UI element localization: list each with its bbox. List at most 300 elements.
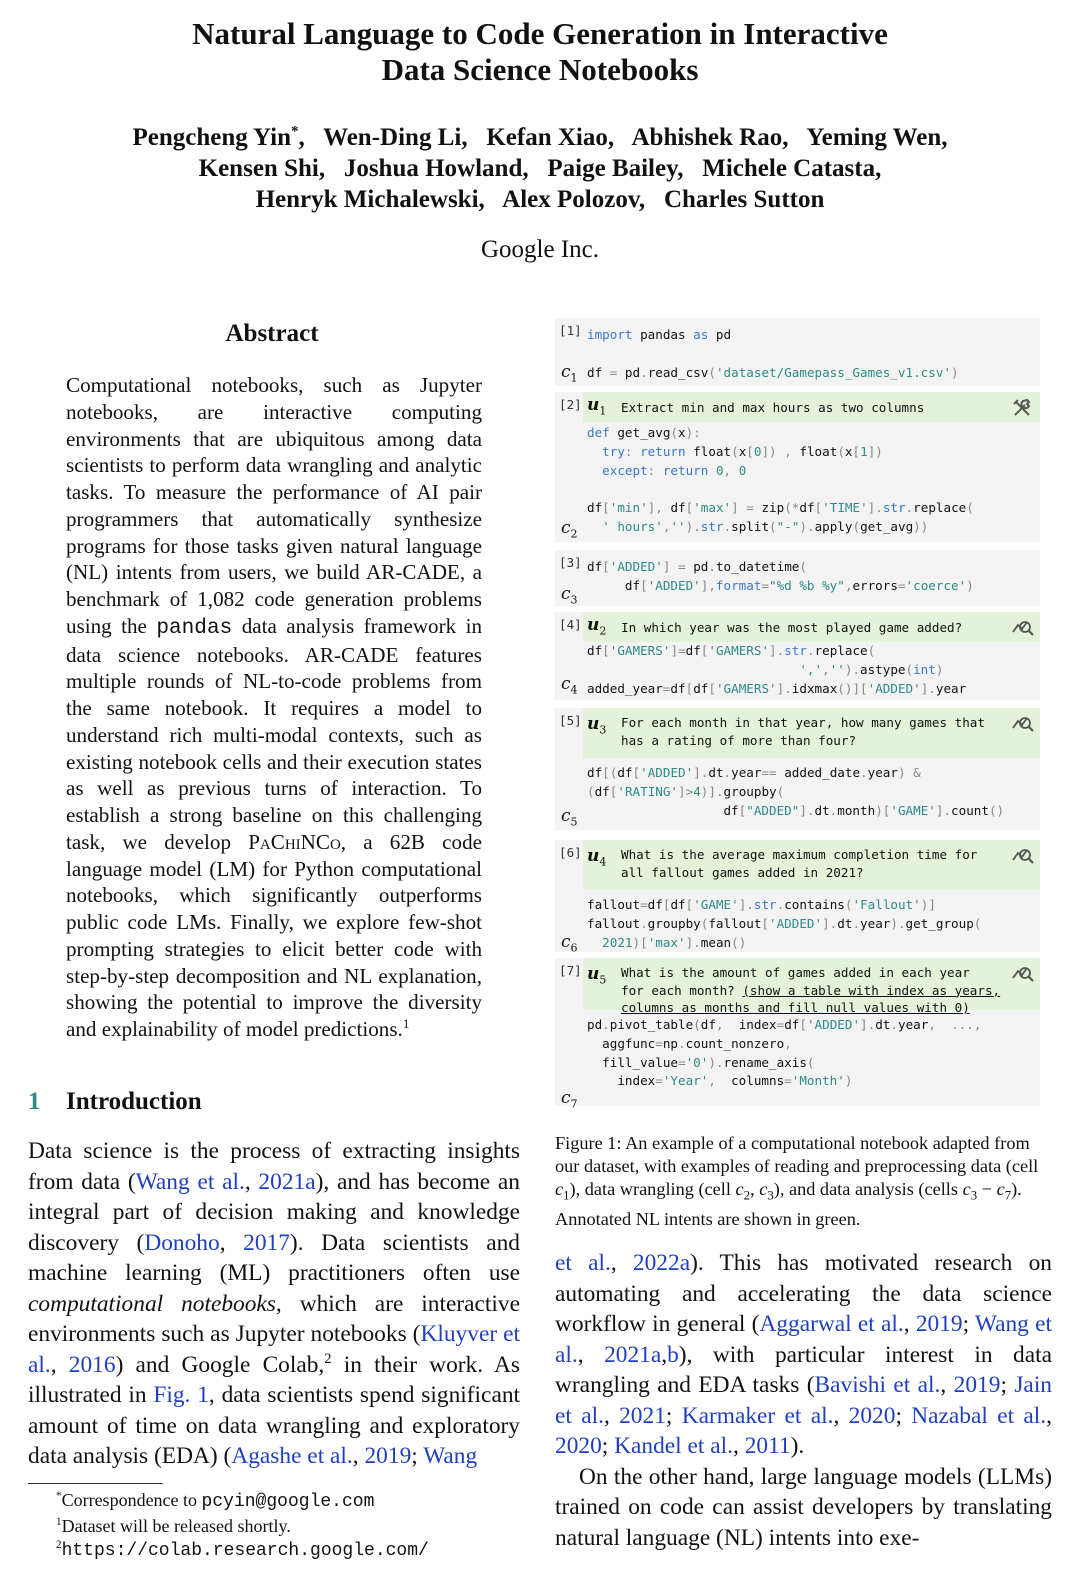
citation-link[interactable]: b <box>667 1341 679 1368</box>
code-token: ]. <box>860 1017 876 1032</box>
citation-link[interactable]: 2019 <box>953 1372 1001 1398</box>
text-run: , <box>1046 1402 1052 1429</box>
code-token: )[ <box>632 934 648 950</box>
code-token: . <box>723 765 732 780</box>
subscript: 3 <box>970 1188 978 1203</box>
code-token: get_avg <box>860 518 914 534</box>
code-token: = <box>609 364 618 380</box>
intent-line <box>621 399 1000 417</box>
citation-link[interactable]: 2019 <box>915 1311 963 1337</box>
code-token: ( <box>806 1054 815 1070</box>
code-token: df <box>587 765 603 780</box>
code-token: )]. <box>700 783 724 799</box>
code-token: ( <box>844 897 853 912</box>
code-token: ]) , <box>761 443 800 459</box>
code-token: idxmax <box>791 680 838 696</box>
author-name: Yeming Wen, <box>806 124 948 151</box>
intent-label: $u_1$ <box>587 395 607 418</box>
citation-link[interactable]: Kandel et al. <box>614 1433 733 1459</box>
code-token: 'dataset/Gamepass_Games_v1.csv' <box>715 364 951 380</box>
code-token: 'Fallout' <box>852 897 921 912</box>
code-token: ) <box>935 661 944 677</box>
footnotes <box>28 1489 520 1564</box>
notebook-cell[interactable] <box>555 392 1040 542</box>
text-run: , data scientists spend significant amount of time on data wrangling and exploratory data analysis (EDA) ( <box>28 1382 521 1469</box>
text-run: ), and data analysis (cells <box>773 1179 963 1199</box>
citation-link[interactable]: 2017 <box>243 1229 290 1256</box>
text-run: , <box>603 1402 620 1429</box>
code-token: ( <box>693 1017 701 1032</box>
code-token: ) & <box>897 765 921 780</box>
intent-label: $u_3$ <box>587 714 607 737</box>
figure-1-caption <box>555 1132 1052 1231</box>
author-name: Abhishek Rao, <box>631 124 789 151</box>
author-list <box>0 122 1080 215</box>
code-token: = <box>678 1054 686 1070</box>
text-run: , <box>661 1341 668 1368</box>
code-token: ( <box>867 643 876 658</box>
code-token: x <box>844 443 853 459</box>
code-token: 'coerce' <box>905 577 967 593</box>
nl-intent <box>583 612 1040 642</box>
code-token: ]. <box>769 643 785 658</box>
code-token: dt <box>875 1017 891 1032</box>
intent-line <box>621 732 1000 750</box>
cell-label: $c_3$ <box>561 584 578 607</box>
code-token: 'GAME' <box>890 802 936 818</box>
code-token: str <box>882 500 906 516</box>
search-chart-icon <box>1010 616 1036 638</box>
code-token: groupby <box>723 783 777 799</box>
code-token <box>708 463 716 478</box>
code-token: What is the amount of games added in each year <box>621 965 970 980</box>
code-token: 0 <box>738 462 747 478</box>
code-token: 'max' <box>647 934 686 950</box>
code-token: What is the average maximum completion time for <box>621 847 978 862</box>
citation-link[interactable]: 2019 <box>364 1443 412 1469</box>
code-token: [ <box>609 783 618 799</box>
code-token: ): <box>685 425 701 440</box>
code-token: 'ADDED' <box>647 577 701 593</box>
text-run: ) and Google Colab, <box>115 1351 325 1378</box>
code-token: [ <box>632 765 641 780</box>
code-token: str <box>784 643 807 658</box>
code-token: ( <box>708 364 716 380</box>
text-run: , <box>352 1443 365 1469</box>
code-token: () <box>731 934 747 950</box>
cell-label: $c_4$ <box>561 674 578 697</box>
code-line <box>587 558 1036 577</box>
code-token: . <box>806 643 815 658</box>
citation-link[interactable]: 2020 <box>555 1433 602 1459</box>
code-token: ). <box>844 661 860 677</box>
right-paragraph-2: On the other hand, large language models (LLMs) trained on code can assist developers by translating natural language (NL) intents into exe- <box>555 1463 1052 1551</box>
code-token: = <box>655 1073 663 1089</box>
search-chart-icon <box>1010 712 1036 734</box>
text-run: , <box>750 1179 760 1199</box>
code-token: 'ADDED' <box>769 915 823 931</box>
intent-text <box>621 964 1000 1017</box>
section-heading-introduction <box>28 1088 202 1116</box>
code-token: ( <box>973 915 982 931</box>
right-paragraph-1 <box>555 1248 1052 1462</box>
code-token: format <box>715 577 762 593</box>
text-run: ), data wrangling (cell <box>569 1179 736 1199</box>
code-token: mean <box>700 934 732 950</box>
code-token: df <box>670 897 686 912</box>
text-run: Correspondence to <box>61 1490 202 1510</box>
citation-link[interactable]: Wang et al. <box>135 1168 245 1195</box>
code-line <box>587 896 1036 915</box>
code-token: dt <box>837 915 853 931</box>
cell-number: [6] <box>559 845 582 860</box>
code-token <box>587 444 602 459</box>
subscript: 3 <box>767 1188 774 1203</box>
text-run: , a 62B code language model (LM) for Python computational notebooks, which significantly outperforms public code LMs. Finally, we explore few-shot prompting strategies to elicit better code with step-by-step decomposition and NL explanation, showing the potential to improve the diversity and explainability of model predictions. <box>66 829 482 1041</box>
text-run: , which are interactive environments such as Jupyter notebooks ( <box>28 1290 521 1347</box>
affiliation: Google Inc. <box>480 236 600 263</box>
code-text: https://colab.research.google.com/ <box>61 1541 429 1561</box>
code-token: ). <box>685 518 701 534</box>
code-token: , <box>784 1035 792 1051</box>
cell-label-sub: 7 <box>570 1097 578 1111</box>
code-token: . <box>890 1017 898 1032</box>
code-token: 0 <box>753 443 762 459</box>
intent-label-sub: 5 <box>599 973 607 987</box>
code-token: df <box>647 897 663 912</box>
paper-title <box>0 16 1080 88</box>
code-token: float <box>799 443 838 459</box>
footnote-rule <box>28 1483 163 1484</box>
code-token: ]. <box>776 680 792 696</box>
code-token: [ <box>602 643 610 658</box>
code-line <box>587 518 1036 537</box>
code-token: 'min' <box>609 500 648 516</box>
code-token: ]. <box>738 897 754 912</box>
code-token: = <box>662 680 671 696</box>
code-token: ( <box>905 661 914 677</box>
code-token: 0 <box>715 462 724 478</box>
code-token: pd <box>587 1017 603 1032</box>
intent-label: $u_4$ <box>587 846 607 869</box>
code-token: ]. <box>822 915 838 931</box>
intent-text <box>621 399 1000 417</box>
code-token: ] = <box>731 500 762 516</box>
author-comma: , <box>298 124 305 151</box>
section-number: 1 <box>28 1088 41 1115</box>
code-token: == <box>761 765 785 780</box>
citation-link[interactable]: Nazabal et al. <box>911 1402 1047 1429</box>
text-run: ; <box>411 1443 424 1469</box>
section-title: Introduction <box>66 1088 202 1115</box>
text-run: Dataset will be released shortly. <box>61 1515 291 1536</box>
code-token: ]= <box>670 643 686 658</box>
code-token: , <box>708 1073 732 1089</box>
search-chart-icon <box>1010 962 1036 984</box>
code-token: ' hours' <box>602 518 663 534</box>
citation-link[interactable]: 2021 <box>619 1402 666 1429</box>
code-token: pd <box>708 327 732 342</box>
code-token: ]. <box>867 500 883 516</box>
code-token: df <box>617 765 633 780</box>
text-run: data analysis framework in data science notebooks. AR-CADE features multiple rounds of NL-to-code problems from the same notebook. It requires a model to understand rich multi-modal contexts, such as existing notebook cells and their execution states as well as previous turns of interaction. To establish a strong baseline on this challenging task, we develop <box>66 613 482 854</box>
citation-link[interactable]: Kluyver et al. <box>28 1321 520 1378</box>
intent-label-sub: 3 <box>599 723 607 737</box>
code-token: [ <box>799 1017 807 1032</box>
code-token: df <box>670 500 686 516</box>
code-token: ( <box>776 783 785 799</box>
code-token: [ <box>685 500 694 516</box>
notebook-cell[interactable] <box>555 550 1040 606</box>
citation-link[interactable]: 2020 <box>848 1402 896 1429</box>
code-token: for each month? <box>621 982 743 998</box>
code-line <box>587 783 1036 802</box>
code-token: [ <box>852 443 861 459</box>
code-token: index <box>738 1017 777 1032</box>
text-run: Figure 1: An example of a computational notebook adapted from our dataset, with examples of reading and preprocessing data (cell <box>555 1133 1039 1176</box>
cell-label-sub: 4 <box>570 683 578 697</box>
citation-link[interactable]: 2016 <box>68 1351 116 1378</box>
code-line <box>587 443 1036 462</box>
model-name: PaChiNCo <box>248 829 341 854</box>
code-token: 'Year' <box>662 1073 709 1089</box>
code-token: astype <box>860 661 906 677</box>
citation-link[interactable]: 2022a <box>632 1250 691 1276</box>
author-name: Pengcheng Yin <box>132 124 292 151</box>
citation-link[interactable]: 2021a <box>258 1168 316 1195</box>
code-token: 'GAME' <box>693 897 739 912</box>
subscript: 7 <box>1004 1188 1012 1203</box>
notebook-cell[interactable] <box>555 612 1040 700</box>
text-run: ). Annotated NL intents are shown in green. <box>555 1179 1022 1229</box>
cell-code <box>587 326 1036 382</box>
emphasis: c <box>996 1179 1005 1199</box>
intent-line <box>621 714 1000 732</box>
notebook-cell[interactable] <box>555 318 1040 386</box>
code-token: [ <box>662 897 671 912</box>
code-token: 'max' <box>693 500 732 516</box>
code-token: columns as months and fill null values with 0) <box>621 1000 970 1015</box>
code-token: ]. <box>799 802 815 818</box>
cell-number: [5] <box>559 713 582 728</box>
code-token: () <box>988 802 1005 818</box>
citation-link[interactable]: Aggarwal et al. <box>759 1311 904 1337</box>
code-line <box>587 680 1036 699</box>
code-token: replace <box>814 643 868 658</box>
text-run: ). This has motivated research on automating and accelerating the data science workflow in general ( <box>555 1250 1052 1337</box>
code-token: added_date <box>784 765 861 780</box>
code-token: ',' <box>799 661 823 677</box>
code-token: . <box>723 518 732 534</box>
code-token: df <box>587 364 610 380</box>
wrench-icon <box>1010 396 1036 418</box>
abstract-body <box>66 372 482 1043</box>
intent-label-sub: 4 <box>599 855 607 869</box>
code-line <box>587 915 1036 934</box>
citation-link[interactable]: et al. <box>555 1250 611 1276</box>
citation-link[interactable]: Wang <box>423 1443 478 1469</box>
code-token: aggfunc <box>587 1035 656 1051</box>
code-token: [ <box>640 577 648 593</box>
code-token: ) <box>844 1073 853 1089</box>
code-token: 4 <box>693 783 701 799</box>
notebook-cell[interactable] <box>555 840 1040 955</box>
citation-link[interactable]: Bavishi et al. <box>814 1372 941 1398</box>
intent-label-sub: 2 <box>599 624 607 638</box>
code-token: (* <box>784 500 800 516</box>
citation-link[interactable]: Fig. 1 <box>153 1382 209 1408</box>
cell-label: $c_7$ <box>561 1088 578 1111</box>
code-token: dt <box>708 765 724 780</box>
code-token: [ <box>708 680 716 696</box>
text-run: − <box>977 1179 997 1199</box>
code-token: ). <box>799 518 815 534</box>
code-token: [ <box>602 500 610 516</box>
code-token: def <box>587 425 610 440</box>
code-token: 'Month' <box>791 1073 845 1089</box>
code-token: = <box>640 897 648 912</box>
code-token: In which year was the most played game added? <box>621 620 963 635</box>
author-line-2 <box>0 153 1080 184</box>
code-token: index <box>587 1073 656 1089</box>
cell-label-sub: 5 <box>570 815 578 829</box>
cell-label: $c_6$ <box>561 932 578 955</box>
citation-link[interactable]: Karmaker et al. <box>681 1402 834 1429</box>
code-token: fallout <box>587 915 641 931</box>
code-token: [ <box>738 802 747 818</box>
code-line <box>587 577 1036 596</box>
cell-code <box>587 1016 1036 1091</box>
code-token: = <box>784 1073 792 1089</box>
intent-line <box>621 846 1000 864</box>
code-line <box>587 642 1036 661</box>
code-token: [ <box>814 500 823 516</box>
code-token: , <box>723 462 739 478</box>
cell-label: $c_1$ <box>561 362 578 385</box>
author-line-3 <box>0 184 1080 215</box>
intent-line <box>621 619 1000 637</box>
intent-text <box>621 846 1000 881</box>
code-token: 'GAMERS' <box>708 643 770 658</box>
code-token: "ADDED" <box>746 802 800 818</box>
code-token: )) <box>913 518 929 534</box>
code-token: year <box>897 1017 929 1032</box>
code-token: np <box>662 1035 679 1051</box>
code-line <box>587 802 1036 821</box>
code-token: ( <box>966 500 974 516</box>
intent-label: $u_2$ <box>587 615 607 638</box>
code-token: = <box>776 1017 785 1032</box>
intent-line <box>621 964 1000 982</box>
code-token: '' <box>670 518 686 534</box>
code-token: ( <box>670 425 679 440</box>
author-line-1 <box>0 122 1080 153</box>
code-token: . <box>640 915 648 931</box>
code-token: ( <box>799 559 807 574</box>
subscript: 1 <box>563 1188 570 1203</box>
code-token: pivot_table <box>609 1017 694 1032</box>
text-run: ), with particular interest in data wrangling and EDA tasks ( <box>555 1341 1052 1398</box>
code-token: )[ <box>875 802 891 818</box>
code-token: read_csv <box>647 364 709 380</box>
cell-number: [1] <box>559 323 582 338</box>
title-line-1: Natural Language to Code Generation in Interactive <box>192 16 888 51</box>
citation-link[interactable]: 2011 <box>744 1433 791 1459</box>
code-token: 'ADDED' <box>806 1017 861 1032</box>
code-token: df <box>587 559 603 574</box>
code-token: year <box>935 680 967 696</box>
code-line <box>587 326 1036 345</box>
code-token: try <box>602 443 625 459</box>
code-token: '0' <box>685 1054 709 1070</box>
code-token: fill_value <box>587 1054 678 1070</box>
code-token: apply <box>814 518 853 534</box>
code-token: 'ADDED' <box>867 680 921 696</box>
code-token: ( <box>731 443 739 459</box>
citation-link[interactable]: Donoho <box>144 1229 220 1256</box>
cell-number: [4] <box>559 617 582 632</box>
code-token: split <box>731 518 770 534</box>
citation-link[interactable]: Jain et al. <box>555 1372 1053 1429</box>
code-token: df <box>587 500 603 516</box>
notebook-cell[interactable] <box>555 708 1040 830</box>
code-token: . <box>829 802 838 818</box>
code-line <box>587 1016 1036 1035</box>
footnote-mark: 2 <box>324 1350 332 1367</box>
code-token: (show a table with index as years, <box>742 982 1001 998</box>
code-token: ]. <box>693 765 709 780</box>
notebook-cell[interactable] <box>555 958 1040 1111</box>
citation-link[interactable]: 2021a <box>604 1341 662 1368</box>
code-token: [ <box>685 680 694 696</box>
code-token: int <box>913 661 936 677</box>
code-token: . <box>640 364 648 380</box>
code-token <box>587 662 799 677</box>
code-token: ( <box>837 443 845 459</box>
code-token: pd <box>617 364 641 380</box>
code-token <box>587 935 602 950</box>
code-token: get_group <box>905 915 974 931</box>
code-line <box>587 424 1036 443</box>
code-text: pcyin@google.com <box>201 1492 375 1512</box>
author-name: Alex Polozov, <box>502 186 646 213</box>
code-token: replace <box>913 500 967 516</box>
code-token: rename_axis <box>723 1054 807 1070</box>
intent-line <box>621 864 1000 882</box>
footnote-mark: 1 <box>56 1515 62 1528</box>
code-line <box>587 661 1036 680</box>
footnote-mark: 1 <box>402 1015 410 1031</box>
code-token: . <box>852 915 861 931</box>
code-token: . <box>708 559 716 574</box>
citation-link[interactable]: Wang et al. <box>555 1311 1052 1368</box>
code-token: import <box>587 327 633 342</box>
text-run: , <box>833 1402 849 1429</box>
code-token: ( <box>769 518 777 534</box>
code-token: count <box>951 802 989 818</box>
code-token: to_datetime <box>715 559 800 574</box>
text-run: ; <box>665 1402 682 1429</box>
code-line <box>587 364 1036 383</box>
code-token: df <box>594 783 610 799</box>
code-token: added_year <box>587 680 663 696</box>
cell-code <box>587 642 1036 698</box>
citation-link[interactable]: Agashe et al. <box>231 1443 353 1469</box>
emphasis: c <box>555 1179 564 1199</box>
intent-text <box>621 714 1000 749</box>
code-token: [( <box>602 765 618 780</box>
code-token: . <box>602 1017 610 1032</box>
